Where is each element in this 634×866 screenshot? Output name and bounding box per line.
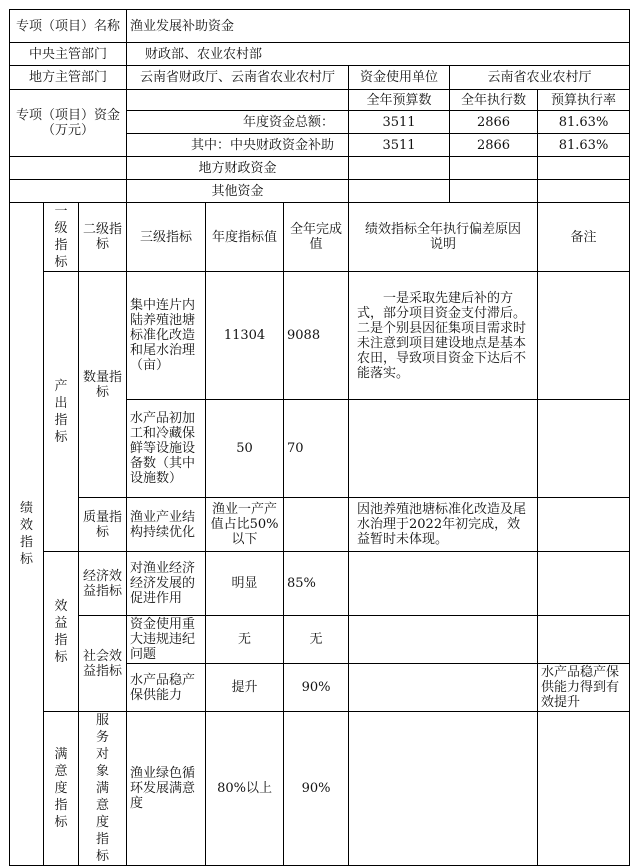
row-central-dept (10, 43, 630, 66)
funds-label: 专项（项目）资金（万元） (10, 90, 127, 157)
indicator-name: 渔业产业结构持续优化 (127, 498, 206, 552)
indicator-target: 50 (206, 400, 284, 498)
project-name-label: 专项（项目）名称 (10, 10, 127, 43)
header-level3: 三级指标 (127, 203, 206, 272)
subgroup-quantity: 数量指标 (79, 272, 127, 498)
indicator-name: 资金使用重大违规违纪问题 (127, 616, 206, 664)
indicator-name: 集中连片内陆养殖池塘标准化改造和尾水治理（亩） (127, 272, 206, 400)
indicator-reason (349, 664, 538, 712)
header-note: 备注 (538, 203, 630, 272)
header-level1: 一级指标 (44, 203, 79, 272)
indicator-actual: 70 (284, 400, 349, 498)
indicator-note (538, 616, 630, 664)
funds-total-budget: 3511 (349, 111, 450, 134)
group-output: 产出指标 (44, 272, 79, 552)
indicator-target: 提升 (206, 664, 284, 712)
indicator-reason (349, 272, 538, 400)
indicator-note (538, 552, 630, 616)
indicator-name: 对渔业经济经济发展的促进作用 (127, 552, 206, 616)
user-unit-value: 云南省农业农村厅 (450, 66, 630, 90)
funds-other-label: 其他资金 (127, 180, 349, 203)
funds-total-executed: 2866 (450, 111, 538, 134)
indicator-reason (349, 400, 538, 498)
performance-table (9, 9, 630, 866)
project-name-value: 渔业发展补助资金 (127, 10, 630, 43)
indicator-target: 渔业一产产值占比50%以下 (206, 498, 284, 552)
header-target: 年度指标值 (206, 203, 284, 272)
indicator-reason (349, 712, 538, 866)
table-row (10, 552, 630, 616)
table-row (10, 712, 630, 866)
funds-total-rate: 81.63% (538, 111, 630, 134)
header-level2: 二级指标 (79, 203, 127, 272)
indicator-note (538, 272, 630, 400)
indicator-target: 明显 (206, 552, 284, 616)
row-funds-other (10, 180, 630, 203)
indicator-actual: 90% (284, 712, 349, 866)
central-dept-label: 中央主管部门 (10, 43, 127, 66)
indicator-name: 水产品稳产保供能力 (127, 664, 206, 712)
row-funds-header (10, 90, 630, 111)
subgroup-economic: 经济效益指标 (79, 552, 127, 616)
indicator-name: 水产品初加工和冷藏保鲜等设施设备数（其中设施数） (127, 400, 206, 498)
row-local-dept (10, 66, 630, 90)
funds-central-rate: 81.63% (538, 134, 630, 157)
header-actual: 全年完成值 (284, 203, 349, 272)
budget-header: 全年预算数 (349, 90, 450, 111)
table-row (10, 498, 630, 552)
funds-local-budget (349, 157, 450, 180)
row-project-name (10, 10, 630, 43)
indicator-actual: 90% (284, 664, 349, 712)
subgroup-social: 社会效益指标 (79, 616, 127, 712)
reason-line: 二是个别县因征集项目需求时未注意到项目建设地点是基本农田，导致项目资金下达后不能落实。 (357, 320, 527, 381)
reason-line: 一是采取先建后补的方式，部分项目资金支付滞后。 (357, 290, 527, 321)
row-indicator-headers (10, 203, 630, 272)
group-benefit: 效益指标 (44, 552, 79, 712)
funds-other-budget (349, 180, 450, 203)
header-reason: 绩效指标全年执行偏差原因说明 (349, 203, 538, 272)
indicator-name: 渔业绿色循环发展满意度 (127, 712, 206, 866)
indicator-actual: 9088 (284, 272, 349, 400)
funds-central-budget: 3511 (349, 134, 450, 157)
indicator-reason: 因池养殖池塘标准化改造及尾水治理于2022年初完成，效益暂时未体现。 (349, 498, 538, 552)
subgroup-quality: 质量指标 (79, 498, 127, 552)
funds-local-label: 地方财政资金 (127, 157, 349, 180)
indicator-note: 水产品稳产保供能力得到有效提升 (538, 664, 630, 712)
central-dept-value: 财政部、农业农村部 (127, 43, 630, 66)
indicator-reason (349, 552, 538, 616)
user-unit-label: 资金使用单位 (349, 66, 450, 90)
funds-other-rate (538, 180, 630, 203)
indicator-actual: 85% (284, 552, 349, 616)
indicator-note (538, 498, 630, 552)
table-row (10, 616, 630, 664)
funds-total-label: 年度资金总额： (127, 111, 349, 134)
group-satisfaction: 满意度指标 (44, 712, 79, 866)
indicator-target: 无 (206, 616, 284, 664)
subgroup-service: 服务对象满意度指标 (79, 712, 127, 866)
local-dept-label: 地方主管部门 (10, 66, 127, 90)
funds-other-executed (450, 180, 538, 203)
executed-header: 全年执行数 (450, 90, 538, 111)
indicator-note (538, 712, 630, 866)
rate-header: 预算执行率 (538, 90, 630, 111)
indicator-target: 11304 (206, 272, 284, 400)
indicator-actual (284, 498, 349, 552)
funds-local-rate (538, 157, 630, 180)
row-funds-local (10, 157, 630, 180)
indicator-actual: 无 (284, 616, 349, 664)
indicator-target: 80%以上 (206, 712, 284, 866)
indicator-reason (349, 616, 538, 664)
funds-local-executed (450, 157, 538, 180)
indicator-note (538, 400, 630, 498)
funds-central-executed: 2866 (450, 134, 538, 157)
funds-central-label: 其中：中央财政资金补助 (127, 134, 349, 157)
table-row (10, 272, 630, 400)
performance-section-label: 绩效指标 (10, 203, 44, 866)
local-dept-value: 云南省财政厅、云南省农业农村厅 (127, 66, 349, 90)
